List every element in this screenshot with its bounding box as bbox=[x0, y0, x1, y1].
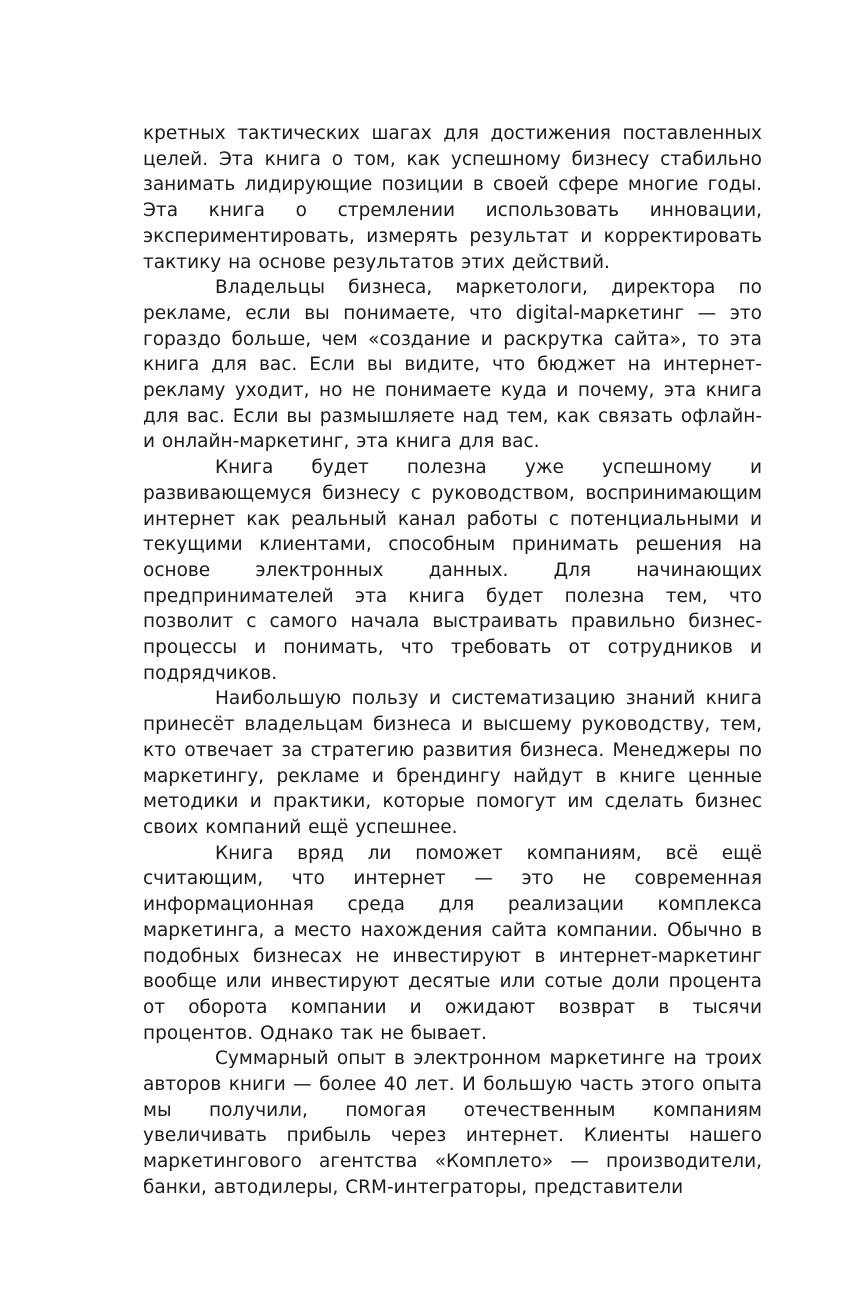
paragraph: Книга будет полезна уже успешному и развивающемуся бизнесу с руководством, воспринимающим интернет как реальный канал работы с потенциальными и текущими клиентами, способным принимать решения на основе электронных данных. Для начинающих предпринимателей эта книга будет полезна тем, что позволит с самого начала выстраивать правильно бизнес-процессы и понимать, что требовать от сотрудников и подрядчиков. bbox=[143, 457, 762, 684]
paragraph: Владельцы бизнеса, маркетологи, директора по рекламе, если вы понимаете, что digital-маркетинг — это гораздо больше, чем «создание и раскрутка сайта», то эта книга для вас. Если вы видите, что бюджет на интернет-рекламу уходит, но не понимаете куда и почему, эта книга для вас. Если вы размышляете над тем, как связать офлайн- и онлайн-маркетинг, эта книга для вас. bbox=[143, 277, 762, 453]
paragraph: Наибольшую пользу и систематизацию знаний книга принесёт владельцам бизнеса и высшему руководству, тем, кто отвечает за стратегию развития бизнеса. Менеджеры по маркетингу, рекламе и брендингу найдут в книге ценные методики и практики, которые помогут им сделать бизнес своих компаний ещё успешнее. bbox=[143, 688, 762, 838]
paragraph: кретных тактических шагах для достижения поставленных целей. Эта книга о том, как успешному бизнесу стабильно занимать лидирующие позиции в своей сфере многие годы. Эта книга о стремлении использовать инновации, экспериментировать, измерять результат и корректировать тактику на основе результатов этих действий. bbox=[143, 123, 762, 273]
book-page-text-block bbox=[143, 121, 762, 1201]
paragraph: Книга вряд ли поможет компаниям, всё ещё считающим, что интернет — это не современная информационная среда для реализации комплекса маркетинга, а место нахождения сайта компании. Обычно в подобных бизнесах не инвестируют в интернет-маркетинг вообще или инвестируют десятые или сотые доли процента от оборота компании и ожидают возврат в тысячи процентов. Однако так не бывает. bbox=[143, 842, 762, 1044]
paragraph: Суммарный опыт в электронном маркетинге на троих авторов книги — более 40 лет. И большую часть этого опыта мы получили, помогая отечественным компаниям увеличивать прибыль через интернет. Клиенты нашего маркетингового агентства «Комплето» — производители, банки, автодилеры, CRM-интеграторы, представители bbox=[143, 1048, 762, 1198]
